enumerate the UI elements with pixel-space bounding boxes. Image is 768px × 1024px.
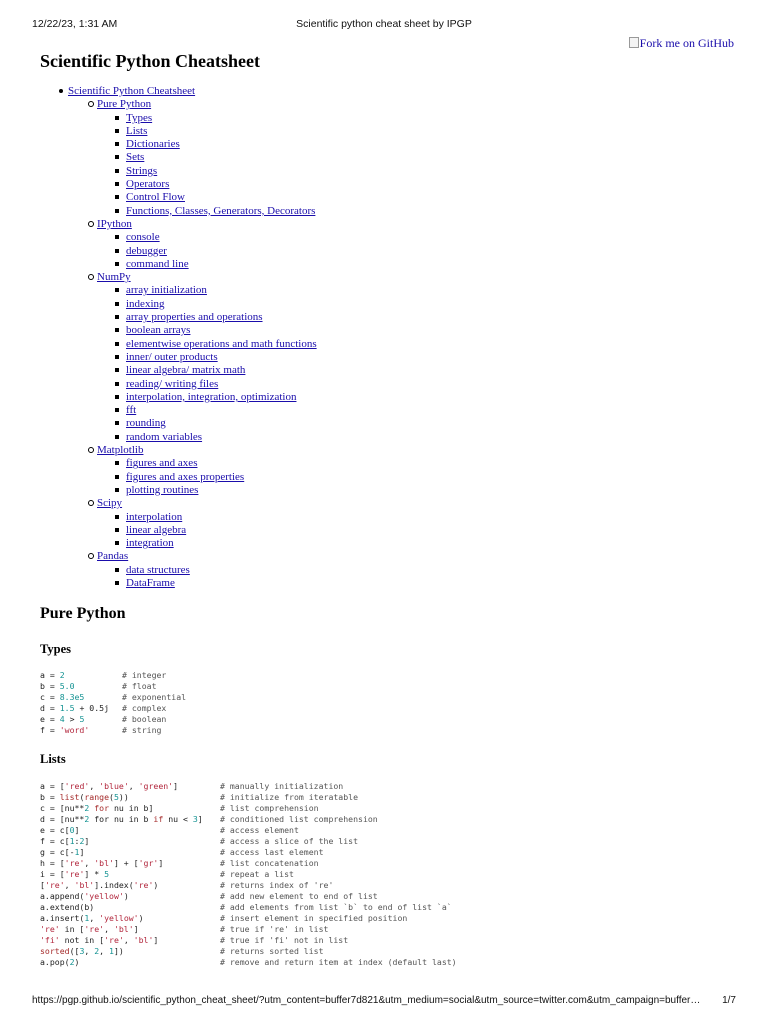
code-token: 1: [84, 913, 90, 923]
code-token: 5: [113, 792, 119, 802]
lists-code-line: [40, 858, 319, 869]
code-comment: # returns sorted list: [220, 946, 324, 956]
code-comment: # manually initialization: [220, 781, 344, 791]
code-comment: # string: [122, 725, 162, 735]
toc-link-interpolation[interactable]: interpolation: [126, 510, 183, 523]
toc-subitems: [97, 564, 317, 591]
code-token: 'red': [64, 781, 90, 791]
toc-link-dictionaries[interactable]: Dictionaries: [126, 138, 180, 151]
toc-link-types[interactable]: Types: [126, 111, 153, 124]
code-token: )): [118, 792, 129, 802]
code-token: 5.0: [59, 681, 75, 691]
toc-subitem: [97, 324, 317, 337]
toc-link-functions-classes-generators-decorators[interactable]: Functions, Classes, Generators, Decorators: [126, 204, 316, 217]
toc-subitem: [97, 404, 317, 417]
types-code-line: [40, 670, 167, 681]
code-token: 2: [84, 803, 90, 813]
toc-section-matplotlib: [68, 444, 317, 497]
code-token: 're': [44, 880, 65, 890]
toc-subitem: [97, 338, 317, 351]
toc-section-numpy: [68, 271, 317, 444]
code-token: a = [: [40, 781, 65, 791]
code-comment: # list comprehension: [220, 803, 319, 813]
toc-subitem: [97, 457, 317, 470]
toc-subitem: [97, 577, 317, 590]
code-token: (: [79, 792, 85, 802]
code-comment: # boolean: [122, 714, 167, 724]
code-token: ].index(: [94, 880, 134, 890]
toc-link-strings[interactable]: Strings: [126, 164, 158, 177]
toc-link-elementwise-operations-and-math-functions[interactable]: elementwise operations and math functions: [126, 337, 317, 350]
toc-link-numpy[interactable]: NumPy: [97, 271, 131, 284]
page-number: 1/7: [722, 995, 736, 1006]
toc-subitem: [97, 311, 317, 324]
code-token: d = [nu**: [40, 814, 85, 824]
lists-code-line: [40, 913, 408, 924]
toc-subitem: [97, 245, 317, 258]
code-comment: # conditioned list comprehension: [220, 814, 378, 824]
code-comment: # insert element in specified position: [220, 913, 408, 923]
code-comment: # returns index of 're': [220, 880, 334, 890]
code-token: 're': [40, 924, 60, 934]
code-token: 0: [69, 825, 75, 835]
lists-code-line: [40, 957, 457, 968]
toc-link-rounding[interactable]: rounding: [126, 417, 166, 430]
code-token: h = [: [40, 858, 65, 868]
toc-link-indexing[interactable]: indexing: [126, 297, 165, 310]
code-token: 2: [59, 670, 65, 680]
code-comment: # float: [122, 681, 157, 691]
toc-link-interpolation-integration-optimization[interactable]: interpolation, integration, optimization: [126, 390, 297, 403]
code-token: 'green': [138, 781, 174, 791]
print-url: https://pgp.github.io/scientific_python_cheat_sheet/?utm_content=buffer7d821&utm_medium=social&utm_source=twitter.com&utm_campaign=buffer…: [32, 995, 701, 1006]
code-token: 'blue': [99, 781, 129, 791]
code-token: range: [84, 792, 110, 802]
code-token: b =: [40, 681, 60, 691]
lists-code-line: [40, 924, 329, 935]
toc-subitem: [97, 178, 317, 191]
code-token: 'bl': [113, 924, 134, 934]
lists-code-line: [40, 814, 378, 825]
toc-link-boolean-arrays[interactable]: boolean arrays: [126, 324, 191, 337]
code-token: 'bl': [94, 858, 114, 868]
lists-code-line: [40, 880, 334, 891]
code-token: 'gr': [138, 858, 159, 868]
code-token: :: [74, 836, 80, 846]
toc-subitem: [97, 391, 317, 404]
toc-link-pure-python[interactable]: Pure Python: [97, 98, 152, 111]
lists-heading: Lists: [40, 752, 66, 766]
types-code-line: [40, 725, 162, 736]
code-token: a.extend(b): [40, 902, 95, 912]
lists-code-line: [40, 935, 349, 946]
code-token: 2: [69, 957, 75, 967]
code-token: ]: [153, 935, 159, 945]
code-token: 2: [79, 836, 85, 846]
code-token: f = c[: [40, 836, 70, 846]
code-comment: # integer: [122, 670, 167, 680]
toc-section-ipython: [68, 218, 317, 271]
toc-subitem: [97, 471, 317, 484]
code-token: f =: [40, 725, 60, 735]
code-token: >: [64, 714, 80, 724]
toc-link-scipy[interactable]: Scipy: [97, 497, 123, 510]
code-token: 'bl': [74, 880, 95, 890]
code-token: ): [138, 913, 144, 923]
toc-link-pandas[interactable]: Pandas: [97, 550, 129, 563]
toc-subitem: [97, 417, 317, 430]
toc-link-matplotlib[interactable]: Matplotlib: [97, 444, 144, 457]
code-token: a =: [40, 670, 60, 680]
toc-subitem: [97, 258, 317, 271]
code-comment: # repeat a list: [220, 869, 294, 879]
code-comment: # list concatenation: [220, 858, 319, 868]
lists-code-line: [40, 847, 324, 858]
code-token: ,: [123, 935, 134, 945]
toc-subitem: [97, 125, 317, 138]
code-token: ]: [79, 847, 85, 857]
code-token: a.pop(: [40, 957, 70, 967]
code-token: list: [59, 792, 80, 802]
lists-code-line: [40, 869, 294, 880]
code-token: ]: [84, 836, 90, 846]
toc-subitem: [97, 431, 317, 444]
toc-link-command-line[interactable]: command line: [126, 257, 189, 270]
toc-subitem: [97, 378, 317, 391]
types-heading: Types: [40, 642, 72, 656]
code-token: ]): [113, 946, 124, 956]
code-token: a.append(: [40, 891, 85, 901]
toc-subitems: [97, 511, 317, 551]
toc-subitem: [97, 138, 317, 151]
toc-subitem: [97, 524, 317, 537]
code-token: if: [153, 814, 164, 824]
toc-subitem: [97, 564, 317, 577]
lists-code-line: [40, 781, 344, 792]
lists-code-line: [40, 946, 324, 957]
toc-subitems: [97, 231, 317, 271]
code-token: for: [94, 803, 110, 813]
toc-subitem: [97, 351, 317, 364]
code-token: 5: [79, 714, 85, 724]
code-comment: # add new element to end of list: [220, 891, 378, 901]
toc-link-linear-algebra[interactable]: linear algebra: [126, 523, 187, 536]
code-token: 'word': [59, 725, 90, 735]
lists-code-line: [40, 891, 378, 902]
toc-subitem: [97, 484, 317, 497]
toc-link-debugger[interactable]: debugger: [126, 244, 167, 257]
toc-subitems: [97, 112, 317, 218]
toc-link-figures-and-axes[interactable]: figures and axes: [126, 457, 198, 470]
types-code-line: [40, 681, 157, 692]
code-comment: # remove and return item at index (default last): [220, 957, 457, 967]
print-date: 12/22/23, 1:31 AM: [32, 18, 118, 30]
code-token: c = [nu**: [40, 803, 85, 813]
code-token: 5: [104, 869, 110, 879]
section-title: Pure Python: [40, 605, 126, 622]
toc-item-root: [40, 85, 317, 590]
code-token: i = [: [40, 869, 65, 879]
toc-link-linear-algebra-matrix-math[interactable]: linear algebra/ matrix math: [126, 364, 246, 377]
toc-link-ipython[interactable]: IPython: [97, 217, 132, 230]
toc-subitem: [97, 191, 317, 204]
toc-link-fft[interactable]: fft: [126, 404, 137, 417]
code-token: ([: [69, 946, 80, 956]
code-token: 1: [69, 836, 75, 846]
toc-link-data-structures[interactable]: data structures: [126, 563, 190, 576]
code-token: 8.3e5: [59, 692, 85, 702]
code-token: ]: [133, 924, 139, 934]
toc-subitem: [97, 364, 317, 377]
toc-subitem: [97, 151, 317, 164]
code-token: ,: [89, 781, 100, 791]
code-token: ,: [104, 924, 114, 934]
toc-list: [40, 85, 317, 590]
types-code-block: [40, 670, 187, 736]
fork-me-on-github-link[interactable]: [629, 36, 734, 51]
code-comment: # initialize from iteratable: [220, 792, 359, 802]
toc-link-operators[interactable]: Operators: [126, 178, 170, 191]
print-header: [32, 18, 736, 32]
toc-subitem: [97, 298, 317, 311]
code-token: 1.5: [59, 703, 75, 713]
code-comment: # add elements from list `b` to end of list `a`: [220, 902, 452, 912]
code-token: not in [: [59, 935, 105, 945]
code-token: for nu in b: [89, 814, 154, 824]
toc-link-reading-writing-files[interactable]: reading/ writing files: [126, 377, 219, 390]
code-token: 'fi': [40, 935, 60, 945]
toc-link-control-flow[interactable]: Control Flow: [126, 191, 185, 204]
toc-link-plotting-routines[interactable]: plotting routines: [126, 483, 199, 496]
code-token: ,: [64, 880, 75, 890]
code-token: 'bl': [133, 935, 154, 945]
code-comment: # complex: [122, 703, 167, 713]
code-comment: # exponential: [122, 692, 187, 702]
code-comment: # access element: [220, 825, 299, 835]
toc-subitems: [97, 457, 317, 497]
code-comment: # access a slice of the list: [220, 836, 359, 846]
code-token: + 0.5j: [74, 703, 110, 713]
code-token: g = c[-: [40, 847, 75, 857]
lists-code-line: [40, 803, 319, 814]
code-token: ]: [158, 858, 164, 868]
toc-subitem: [97, 231, 317, 244]
toc-link-array-initialization[interactable]: array initialization: [126, 284, 207, 297]
broken-image-icon: [629, 37, 639, 48]
toc-link-console[interactable]: console: [126, 231, 160, 244]
types-code-line: [40, 703, 167, 714]
code-token: 2: [84, 814, 90, 824]
toc-sections: [68, 98, 317, 590]
code-token: 'yellow': [99, 913, 139, 923]
code-token: ,: [89, 913, 100, 923]
code-token: ): [153, 880, 159, 890]
table-of-contents: [40, 85, 317, 590]
code-token: 're': [64, 858, 85, 868]
toc-subitem: [97, 112, 317, 125]
code-token: nu <: [163, 814, 193, 824]
code-token: ]: [74, 825, 80, 835]
print-title: Scientific python cheat sheet by IPGP: [296, 18, 472, 30]
code-token: ,: [99, 946, 110, 956]
page-title: Scientific Python Cheatsheet: [40, 51, 260, 71]
code-token: ,: [128, 781, 139, 791]
code-token: d =: [40, 703, 60, 713]
toc-link-inner-outer-products[interactable]: inner/ outer products: [126, 350, 218, 363]
code-token: ): [123, 891, 129, 901]
code-token: 4: [59, 714, 65, 724]
code-token: 3: [79, 946, 85, 956]
code-token: ,: [84, 858, 95, 868]
toc-link-integration[interactable]: integration: [126, 537, 174, 550]
lists-code-line: [40, 836, 359, 847]
code-token: sorted: [40, 946, 70, 956]
toc-link-random-variables[interactable]: random variables: [126, 430, 203, 443]
lists-code-block: [40, 781, 457, 968]
toc-link-dataframe[interactable]: DataFrame: [126, 576, 175, 589]
code-token: e =: [40, 714, 60, 724]
toc-subitem: [97, 511, 317, 524]
toc-link-figures-and-axes-properties[interactable]: figures and axes properties: [126, 470, 245, 483]
toc-subitem: [97, 284, 317, 297]
code-token: [: [40, 880, 45, 890]
toc-link-root[interactable]: Scientific Python Cheatsheet: [68, 85, 196, 97]
code-token: 're': [133, 880, 154, 890]
code-token: 1: [74, 847, 80, 857]
code-token: 're': [104, 935, 124, 945]
toc-section-pandas: [68, 550, 317, 590]
lists-code-line: [40, 902, 452, 913]
code-token: 3: [192, 814, 198, 824]
toc-link-lists[interactable]: Lists: [126, 124, 148, 137]
code-token: 're': [64, 869, 85, 879]
code-token: in [: [59, 924, 85, 934]
code-comment: # true if 're' in list: [220, 924, 329, 934]
toc-link-sets[interactable]: Sets: [126, 151, 145, 164]
code-token: b =: [40, 792, 60, 802]
code-token: nu in b]: [109, 803, 154, 813]
fork-link-text: Fork me on GitHub: [639, 36, 734, 50]
code-token: a.insert(: [40, 913, 85, 923]
code-comment: # true if 'fi' not in list: [220, 935, 349, 945]
code-token: 'yellow': [84, 891, 124, 901]
toc-subitem: [97, 537, 317, 550]
toc-section-pure-python: [68, 98, 317, 218]
code-token: (: [109, 792, 114, 802]
code-token: ]: [173, 781, 179, 791]
toc-link-array-properties-and-operations[interactable]: array properties and operations: [126, 311, 263, 324]
toc-subitem: [97, 165, 317, 178]
code-token: 're': [84, 924, 105, 934]
code-token: ] + [: [113, 858, 139, 868]
code-token: 2: [94, 946, 100, 956]
types-code-line: [40, 692, 187, 703]
lists-code-line: [40, 825, 299, 836]
code-token: ] *: [84, 869, 105, 879]
lists-code-line: [40, 792, 359, 803]
code-token: 1: [109, 946, 114, 956]
code-token: c =: [40, 692, 60, 702]
toc-section-scipy: [68, 497, 317, 550]
toc-subitem: [97, 205, 317, 218]
toc-subitems: [97, 284, 317, 444]
code-token: ): [74, 957, 80, 967]
code-comment: # access last element: [220, 847, 324, 857]
code-token: ]: [197, 814, 203, 824]
types-code-line: [40, 714, 167, 725]
print-footer: [32, 995, 736, 1009]
code-token: ,: [84, 946, 95, 956]
code-token: e = c[: [40, 825, 70, 835]
